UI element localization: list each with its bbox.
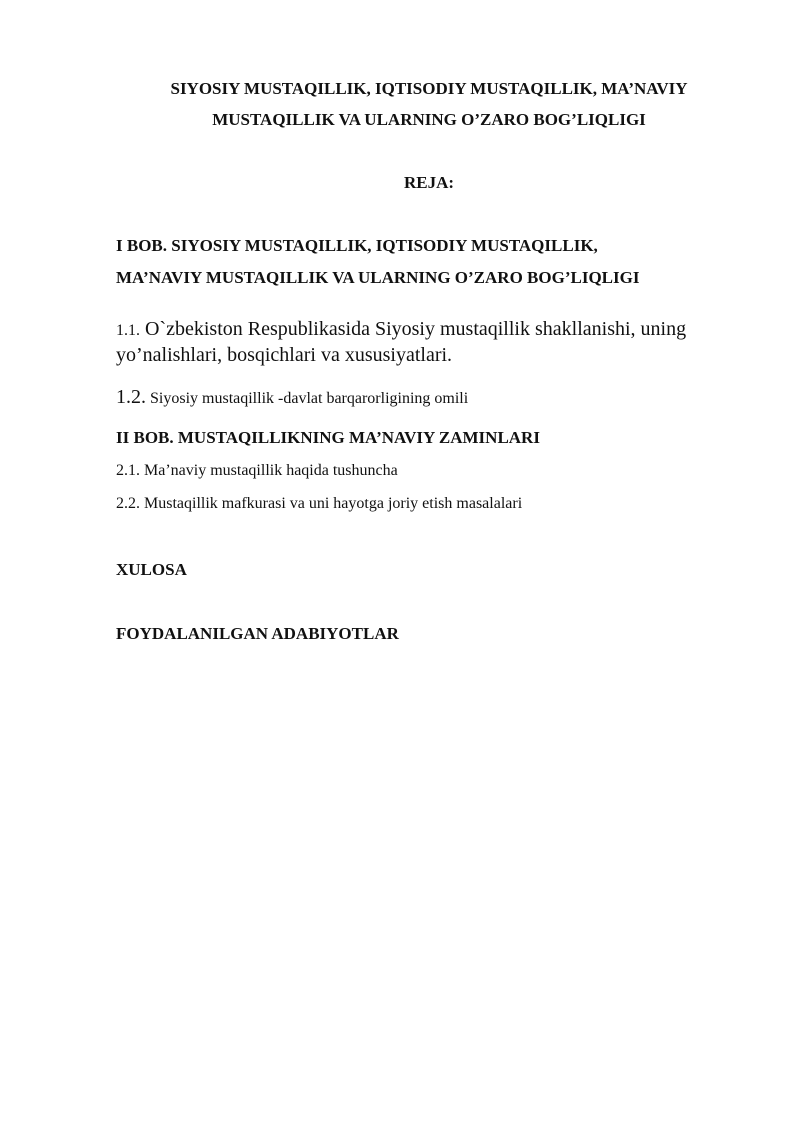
plan-item-number: 2.2. (116, 495, 140, 512)
plan-item-number: 2.1. (116, 462, 140, 479)
plan-item-1-2 (116, 386, 756, 409)
plan-item-text: Siyosiy mustaqillik -davlat barqarorligining omili (150, 390, 469, 407)
plan-item-text: Ma’naviy mustaqillik haqida tushuncha (144, 462, 398, 479)
plan-item-number: 1.2. (116, 386, 146, 408)
plan-item-2-1 (116, 462, 398, 480)
document-title (116, 73, 742, 135)
plan-item-number: 1.1. (116, 322, 140, 339)
chapter-2-heading: II BOB. MUSTAQILLIKNING MA’NAVIY ZAMINLARI (116, 428, 540, 447)
plan-item-2-2 (116, 495, 522, 513)
plan-item-1-1 (116, 317, 756, 368)
plan-heading: REJA: (403, 173, 455, 192)
chapter-1-heading (116, 230, 756, 294)
title-line-1: SIYOSIY MUSTAQILLIK, IQTISODIY MUSTAQILLIK, MA’NAVIY (170, 79, 688, 98)
plan-item-text: O`zbekiston Respublikasida Siyosiy mustaqillik shakllanishi, uning yo’nalishlari, bosqichlari va xususiyatlari. (116, 318, 687, 366)
plan-item-text: Mustaqillik mafkurasi va uni hayotga joriy etish masalalari (144, 495, 523, 512)
title-line-2: MUSTAQILLIK VA ULARNING O’ZARO BOG’LIQLIGI (212, 110, 646, 129)
chapter-1-heading-line-2: MA’NAVIY MUSTAQILLIK VA ULARNING O’ZARO BOG’LIQLIGI (116, 268, 640, 287)
conclusion-heading: XULOSA (116, 560, 187, 579)
chapter-1-heading-line-1: I BOB. SIYOSIY MUSTAQILLIK, IQTISODIY MUSTAQILLIK, (116, 236, 598, 255)
references-heading: FOYDALANILGAN ADABIYOTLAR (116, 624, 399, 643)
